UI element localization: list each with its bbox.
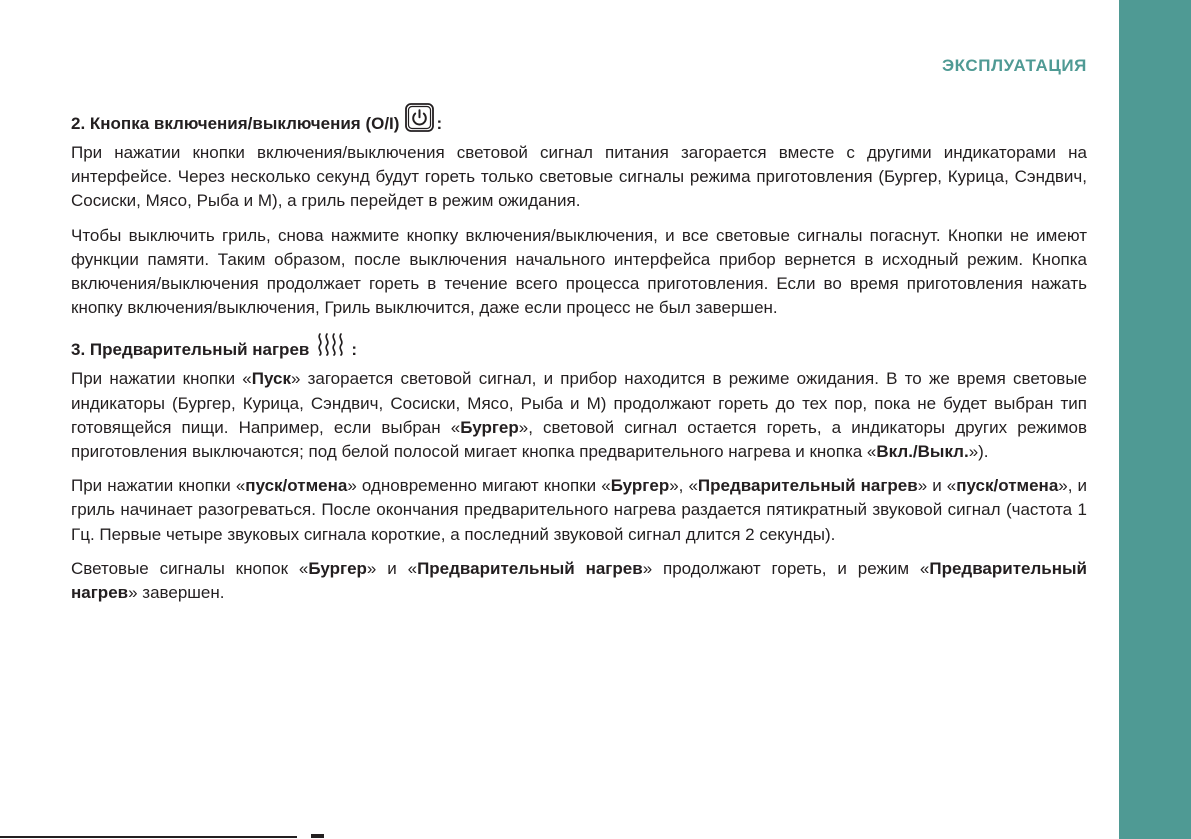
power-button-icon [405,100,434,137]
text-run: При нажатии кнопки « [71,476,246,496]
bold-term: Бургер [308,558,367,578]
text-run: » одновременно мигают кнопки « [347,476,611,496]
side-color-bar [1119,0,1191,839]
text-run: », и гриль начинает разогреваться. После окончания предварительного нагрева раздается пятикратный звуковой сигнал (частота 1 Гц. Первые четыре звуковых сигнала короткие, а последний звуковой сигнал длится 2 секунды). [71,476,1088,544]
section-3-paragraph-2 [71,474,1087,547]
bold-term: Пуск [251,369,291,389]
footnote-mark [311,834,324,838]
section-3-paragraph-1 [71,367,1087,464]
text-run: », световой сигнал остается гореть, а индикаторы других режимов приготовления выключаются; под белой полосой мигает кнопка предварительного нагрева и кнопка « [71,417,1087,462]
bold-term: пуск/отмена [956,476,1059,496]
section-3-colon: : [351,340,358,360]
section-2-title: 2. Кнопка включения/выключения (O/I) [71,114,400,133]
section-2-paragraph-2: Чтобы выключить гриль, снова нажмите кнопку включения/выключения, и все световые сигналы погаснут. Кнопки не имеют функции памяти. Таким образом, после выключения начального интерфейса прибор вернется в исходный режим. Кнопка включения/выключения продолжает гореть в течение всего процесса приготовления. Если во время приготовления нажать кнопку включения/выключения, Гриль выключится, даже если процесс не был завершен. [71,225,1087,318]
bold-term: Вкл./Выкл. [876,442,969,462]
text-run: » завершен. [128,583,225,603]
section-header: ЭКСПЛУАТАЦИЯ [941,56,1087,75]
text-run: Световые сигналы кнопок « [71,558,309,578]
section-2-heading [71,100,1087,137]
text-run: » загорается световой сигнал, и прибор находится в режиме ожидания. В то же время световые индикаторы (Бургер, Курица, Сэндвич, Сосиски, Мясо, Рыба и M) продолжают гореть до тех пор, пока не будет выбран тип готовящейся пищи. Например, если выбран « [71,369,1087,437]
bold-term: пуск/отмена [245,476,348,496]
bold-term: Бургер [610,476,670,496]
section-3-title: 3. Предварительный нагрев [71,340,310,360]
text-run: »). [968,442,989,462]
section-3-heading [71,330,1087,363]
section-2-paragraph-1: При нажатии кнопки включения/выключения световой сигнал питания загорается вместе с другими индикаторами на интерфейсе. Через несколько секунд будут гореть только световые сигналы режима приготовления (Бургер, Курица, Сэндвич, Сосиски, Мясо, Рыба и M), а гриль перейдет в режим ожидания. [71,143,1087,211]
text-run: » и « [366,558,418,578]
text-run: При нажатии кнопки « [71,369,252,389]
bold-term: Предварительный нагрев [71,558,1087,603]
section-2-colon: : [436,114,443,133]
bold-term: Предварительный нагрев [417,558,643,578]
page-content [71,100,1087,615]
heat-waves-icon [315,330,349,363]
footnote-rule [0,836,297,838]
bold-term: Бургер [460,417,519,437]
text-run: », « [669,476,698,496]
text-run: » и « [917,476,957,496]
section-3-paragraph-3 [71,557,1087,605]
bold-term: Предварительный нагрев [697,476,918,496]
text-run: » продолжают гореть, и режим « [642,558,930,578]
